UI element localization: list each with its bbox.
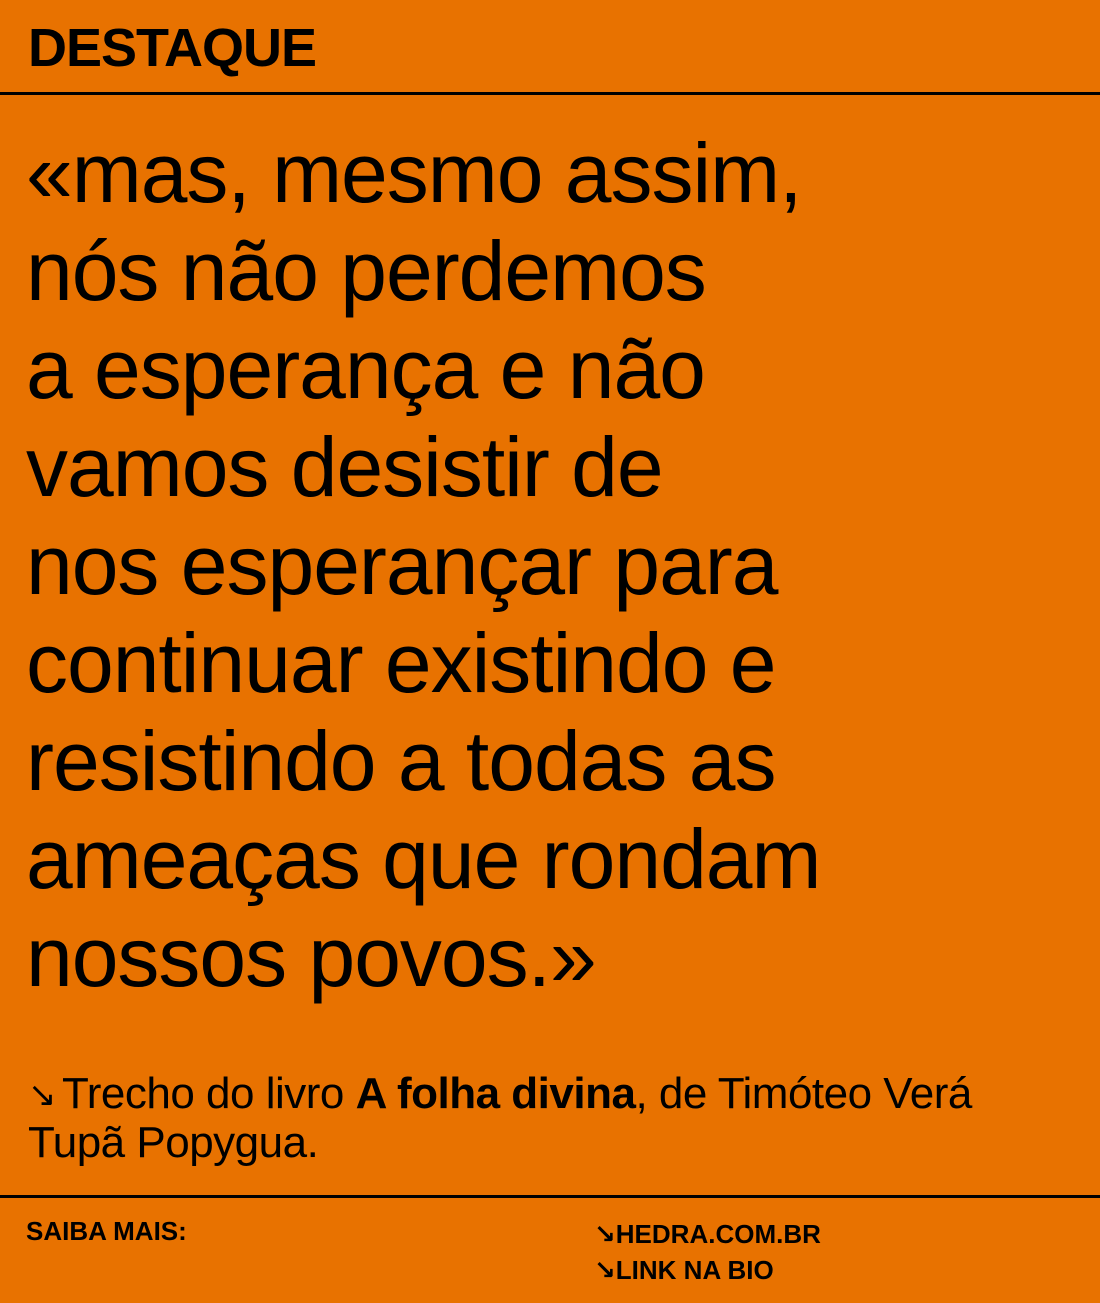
quote-line: nossos povos.» xyxy=(26,910,596,1004)
book-title: A folha divina xyxy=(355,1069,636,1118)
footer-links xyxy=(594,1216,821,1288)
credit-suffix: , de Timóteo Verá Tupã Popygua. xyxy=(28,1069,972,1167)
quote-line: vamos desistir de xyxy=(26,420,663,514)
quote-credit xyxy=(28,1070,1078,1167)
page-title: DESTAQUE xyxy=(28,18,317,78)
link-bio[interactable]: ↘LINK NA BIO xyxy=(594,1255,774,1285)
saiba-mais-label: SAIBA MAIS: xyxy=(26,1216,187,1246)
footer-bar xyxy=(0,1195,1100,1303)
quote-line: «mas, mesmo assim, xyxy=(26,126,802,220)
quote-block xyxy=(26,124,1086,1006)
quote-line: continuar existindo e xyxy=(26,616,776,710)
link-hedra-site[interactable]: ↘HEDRA.COM.BR xyxy=(594,1219,821,1249)
quote-line: nós não perdemos xyxy=(26,224,706,318)
credit-prefix: Trecho do livro xyxy=(62,1069,356,1118)
arrow-down-right-icon: ↘ xyxy=(28,1076,56,1114)
quote-line: resistindo a todas as xyxy=(26,714,776,808)
quote-line: ameaças que rondam xyxy=(26,812,821,906)
quote-line: nos esperançar para xyxy=(26,518,778,612)
header-bar xyxy=(0,0,1100,95)
quote-line: a esperança e não xyxy=(26,322,705,416)
